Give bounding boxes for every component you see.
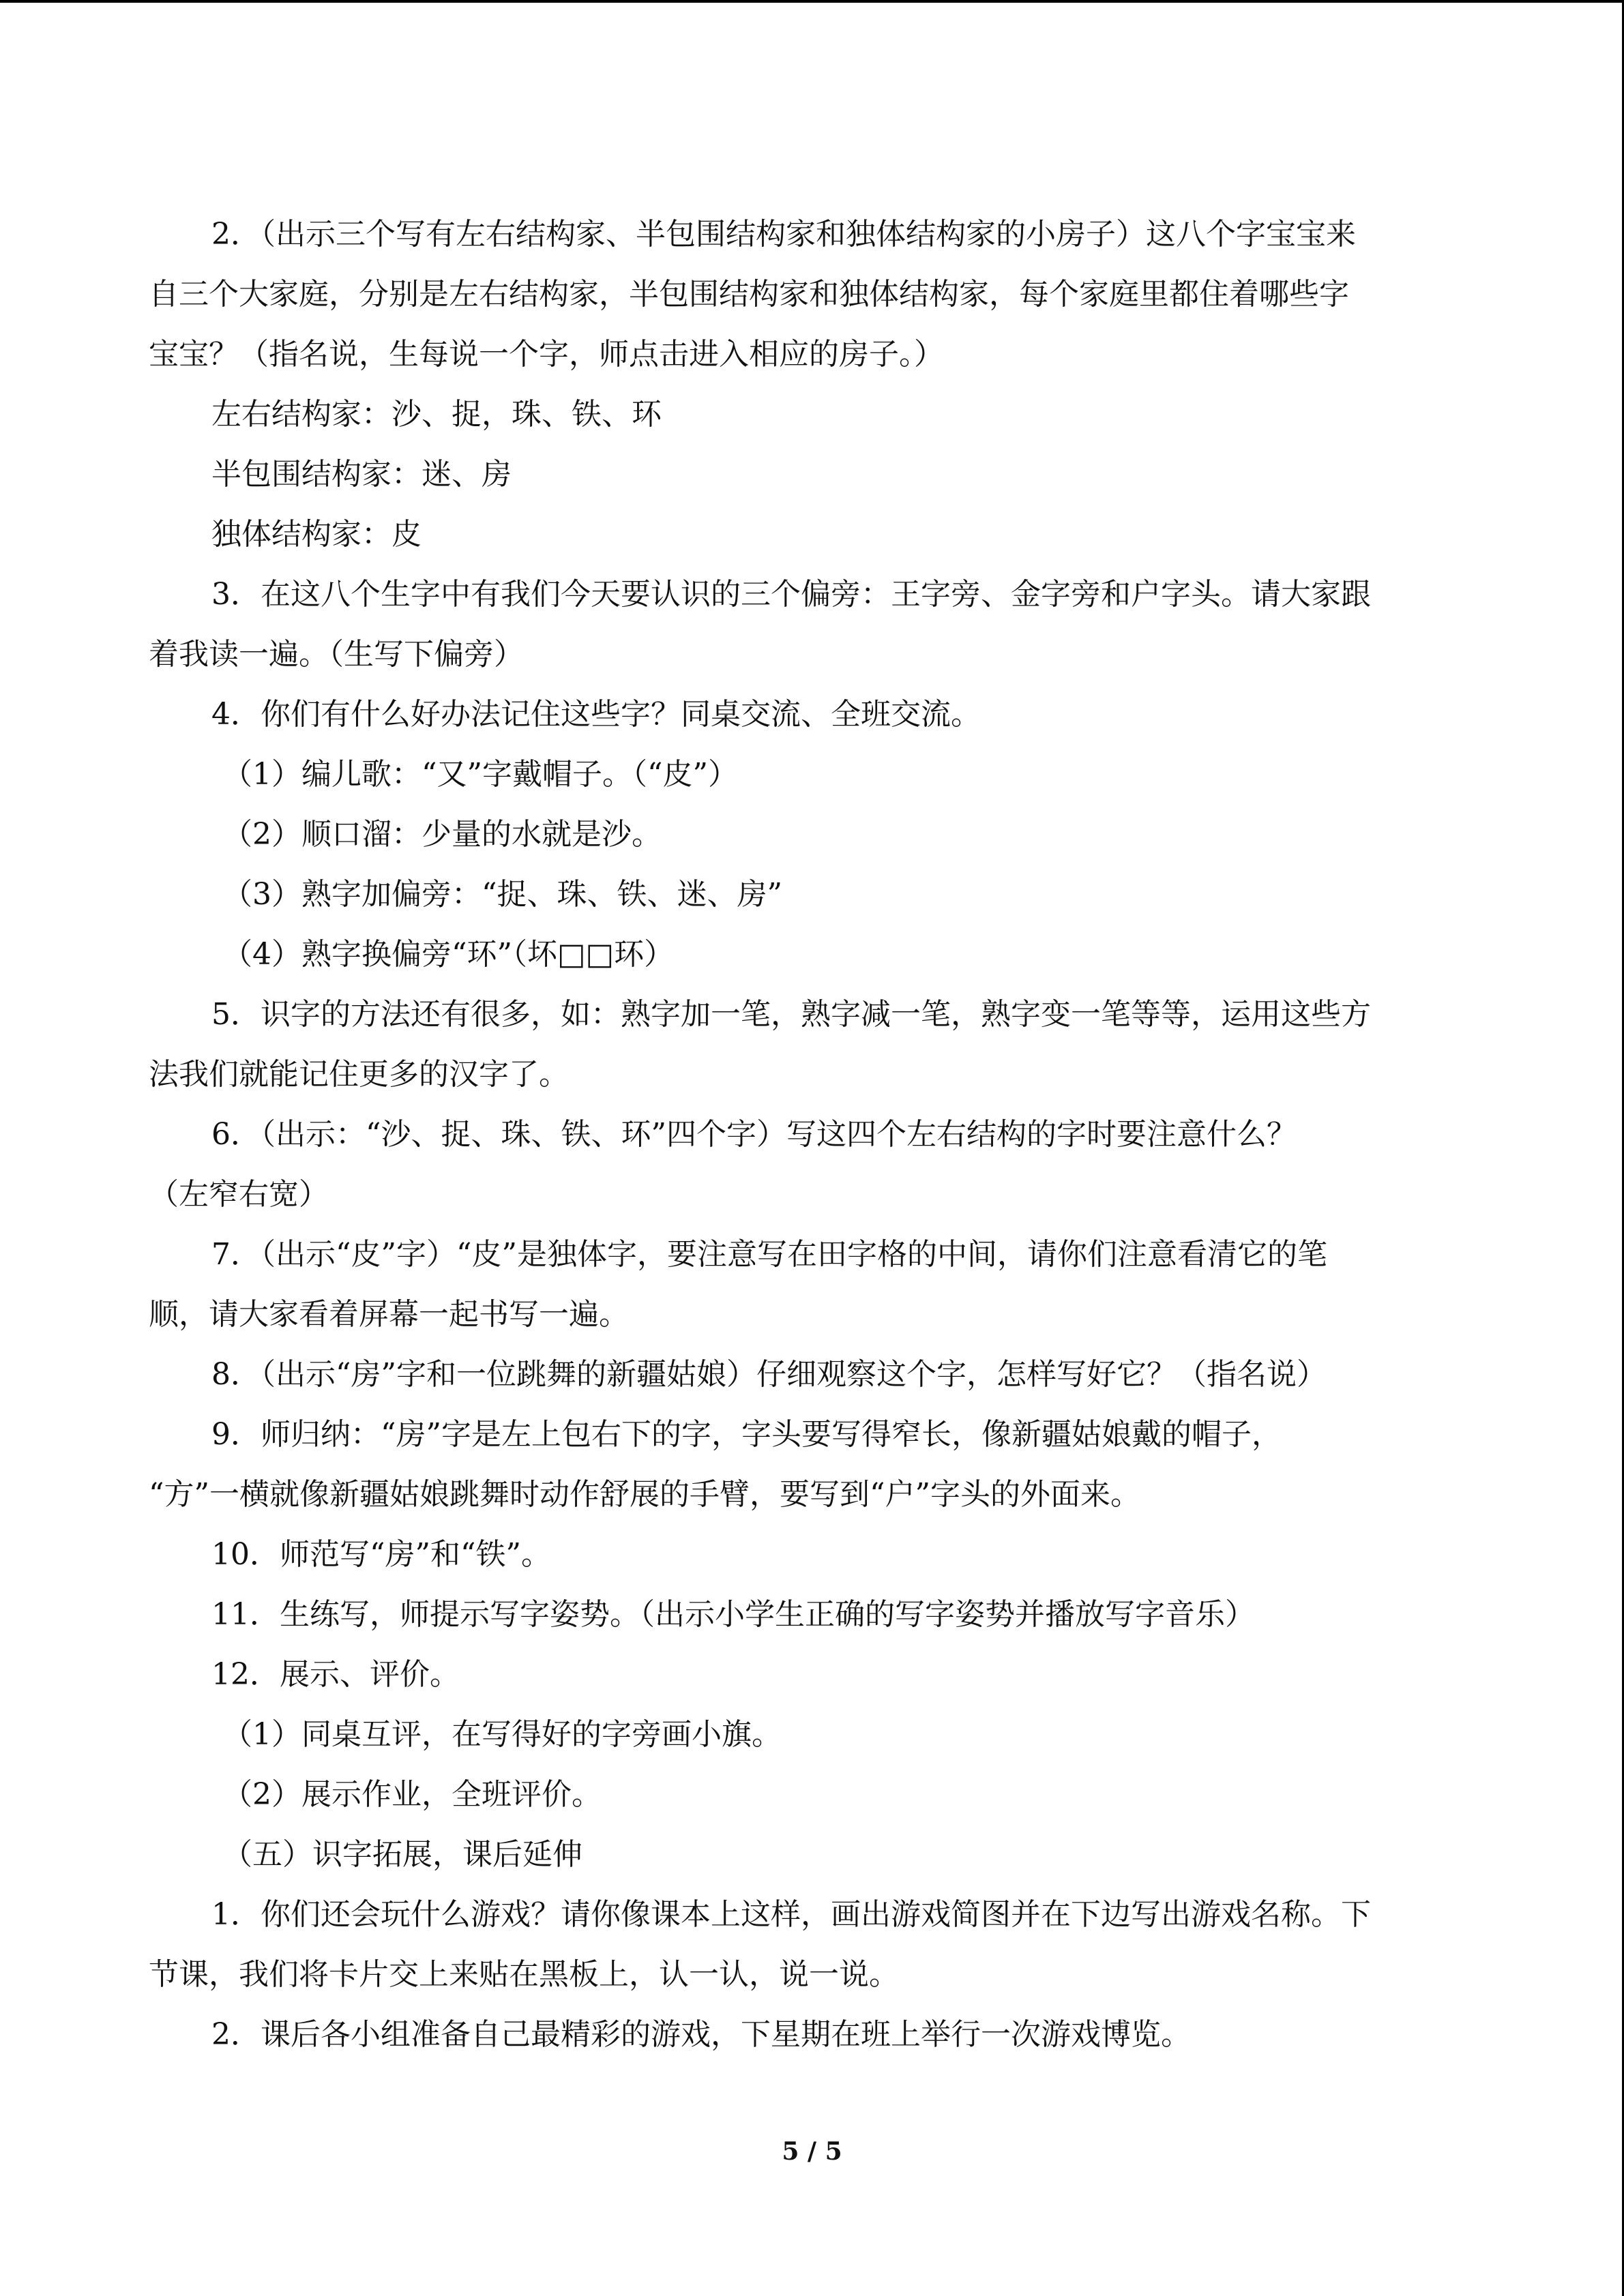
paragraph-4: 4．你们有什么好办法记住这些字？同桌交流、全班交流。: [211, 697, 981, 732]
single-structure-line: 独体结构家：皮: [211, 517, 422, 552]
paragraph-5-line-1: 5．识字的方法还有很多，如：熟字加一笔，熟字减一笔，熟字变一笔等等，运用这些方: [211, 997, 1371, 1032]
paragraph-3-line-2: 着我读一遍。（生写下偏旁）: [149, 637, 524, 672]
method-item-1: （1）编儿歌：“又”字戴帽子。（“皮”）: [222, 757, 738, 792]
method-item-4: （4）熟字换偏旁“环”（坏□□环）: [222, 937, 675, 972]
document-body: [149, 205, 1475, 2065]
paragraph-8: 8．（出示“房”字和一位跳舞的新疆姑娘）仔细观察这个字，怎样写好它？（指名说）: [211, 1357, 1327, 1392]
paragraph-11: 11．生练写，师提示写字姿势。（出示小学生正确的写字姿势并播放写字音乐）: [211, 1597, 1255, 1632]
paragraph-2-line-1: 2．（出示三个写有左右结构家、半包围结构家和独体结构家的小房子）这八个字宝宝来: [211, 217, 1356, 252]
paragraph-9-line-1: 9．师归纳：“房”字是左上包右下的字，字头要写得窄长，像新疆姑娘戴的帽子，: [211, 1417, 1282, 1452]
paragraph-5-line-2: 法我们就能记住更多的汉字了。: [149, 1057, 569, 1092]
evaluation-item-2: （2）展示作业，全班评价。: [222, 1777, 602, 1812]
paragraph-12: 12．展示、评价。: [211, 1657, 460, 1692]
section-heading-5: （五）识字拓展，课后延伸: [222, 1837, 582, 1872]
left-right-structure-line: 左右结构家：沙、捉，珠、铁、环: [211, 397, 662, 432]
paragraph-3-line-1: 3．在这八个生字中有我们今天要认识的三个偏旁：王字旁、金字旁和户字头。请大家跟: [211, 577, 1371, 612]
extension-paragraph-1-line-2: 节课，我们将卡片交上来贴在黑板上，认一认，说一说。: [149, 1957, 899, 1992]
extension-paragraph-2: 2．课后各小组准备自己最精彩的游戏，下星期在班上举行一次游戏博览。: [211, 2017, 1191, 2052]
paragraph-2-line-3: 宝宝？（指名说，生每说一个字，师点击进入相应的房子。）: [149, 337, 944, 372]
method-item-2: （2）顺口溜：少量的水就是沙。: [222, 817, 662, 852]
paragraph-10: 10．师范写“房”和“铁”。: [211, 1537, 551, 1572]
extension-paragraph-1-line-1: 1．你们还会玩什么游戏？请你像课本上这样，画出游戏简图并在下边写出游戏名称。下: [211, 1897, 1371, 1932]
paragraph-2-line-2: 自三个大家庭，分别是左右结构家，半包围结构家和独体结构家，每个家庭里都住着哪些字: [149, 277, 1349, 312]
paragraph-6-line-1: 6．（出示：“沙、捉、珠、铁、环”四个字）写这四个左右结构的字时要注意什么？: [211, 1117, 1297, 1152]
top-border: [0, 0, 1624, 3]
method-item-3: （3）熟字加偏旁：“捉、珠、铁、迷、房”: [222, 877, 782, 912]
evaluation-item-1: （1）同桌互评，在写得好的字旁画小旗。: [222, 1717, 782, 1752]
page-number: 5 / 5: [782, 2137, 842, 2166]
paragraph-9-line-2: “方”一横就像新疆姑娘跳舞时动作舒展的手臂，要写到“户”字头的外面来。: [149, 1477, 1140, 1512]
paragraph-7-line-1: 7．（出示“皮”字）“皮”是独体字，要注意写在田字格的中间，请你们注意看清它的笔: [211, 1237, 1327, 1272]
half-surround-structure-line: 半包围结构家：迷、房: [211, 457, 512, 492]
paragraph-6-line-2: （左窄右宽）: [149, 1177, 329, 1212]
paragraph-7-line-2: 顺，请大家看着屏幕一起书写一遍。: [149, 1297, 629, 1332]
